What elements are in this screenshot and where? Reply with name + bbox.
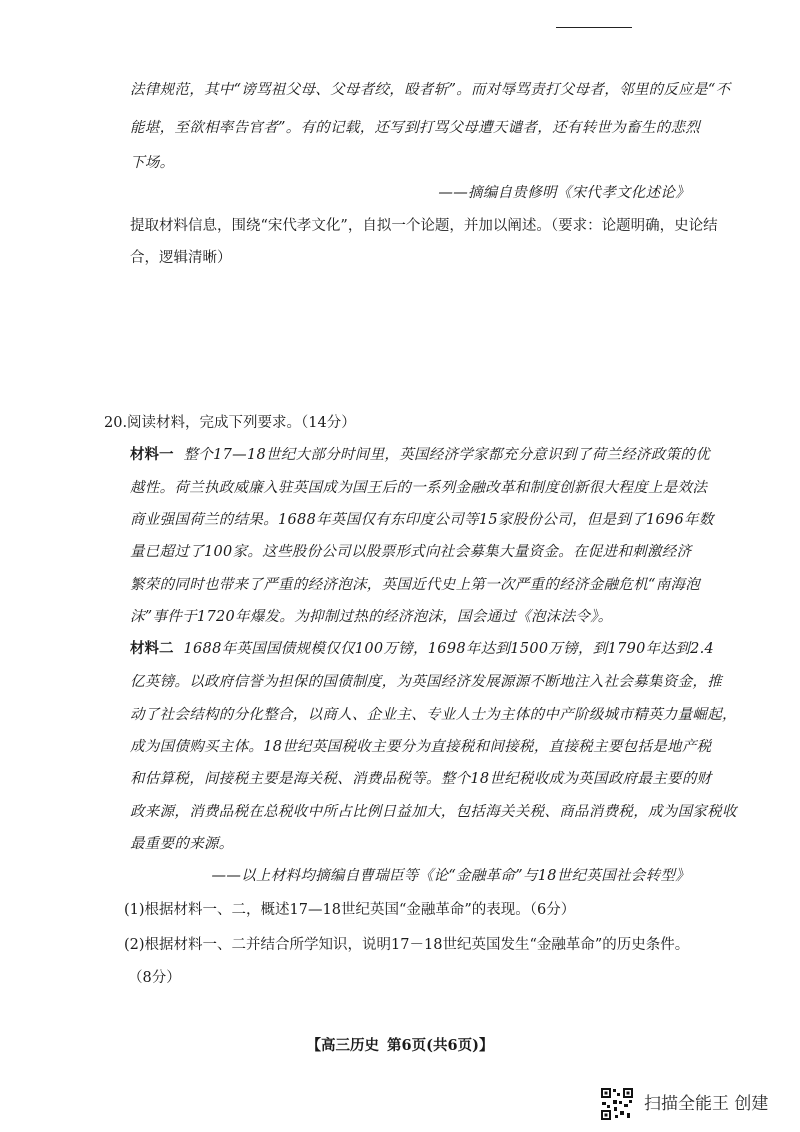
material-1-line-3: 商业强国荷兰的结果。1688年英国仅有东印度公司等15家股份公司，但是到了1696年数 (130, 512, 714, 528)
material-2-line-1: 材料二 1688年英国国债规模仅仅100万镑，1698年达到1500万镑，到1790年达到2.4 (130, 640, 715, 657)
camscanner-watermark: 扫描全能王 创建 (644, 1094, 769, 1114)
page-footer (0, 1034, 800, 1055)
material-2-line-2: 亿英镑。以政府信誉为担保的国债制度，为英国经济发展源源不断地注入社会募集资金，推 (130, 674, 722, 690)
source-19: ——摘编自贵修明《宋代孝文化述论》 (438, 185, 690, 201)
material-2-line-4: 成为国债购买主体。18世纪英国税收主要分为直接税和间接税，直接税主要包括是地产税 (130, 739, 712, 755)
passage-line-3: 下场。 (130, 155, 175, 171)
material-1-line-1: 材料一 整个17—18世纪大部分时间里，英国经济学家都充分意识到了荷兰经济政策的优 (130, 446, 710, 463)
material-2-label: 材料二 (130, 640, 174, 657)
sub-question-2-score: （8分） (128, 970, 181, 986)
sub-question-2: (2)根据材料一、二并结合所学知识，说明17－18世纪英国发生“金融革命”的历史条件。 (124, 937, 690, 953)
material-1-line-2: 越性。荷兰执政威廉入驻英国成为国王后的一系列金融改革和制度创新很大程度上是效法 (130, 480, 708, 496)
qr-code-icon (600, 1087, 634, 1121)
q19-prompt-line-1: 提取材料信息，围绕“宋代孝文化”，自拟一个论题，并加以阐述。（要求：论题明确，史论结 (130, 218, 718, 234)
material-2-line-6: 政来源，消费品税在总税收中所占比例日益加大，包括海关关税、商品消费税，成为国家税收 (130, 804, 737, 820)
q19-prompt-line-2: 合，逻辑清晰） (130, 250, 232, 266)
material-1-line-6: 沫”事件于1720年爆发。为抑制过热的经济泡沫，国会通过《泡沫法令》。 (130, 609, 613, 625)
source-20: ——以上材料均摘编自曹瑞臣等《论“金融革命”与18世纪英国社会转型》 (211, 868, 690, 884)
material-1-label: 材料一 (130, 446, 174, 463)
material-2-line-7: 最重要的来源。 (130, 836, 234, 852)
material-2-line-5: 和估算税，间接税主要是海关税、消费品税等。整个18世纪税收成为英国政府最主要的财 (130, 771, 712, 787)
material-1-line-5: 繁荣的同时也带来了严重的经济泡沫，英国近代史上第一次严重的经济金融危机“南海泡 (130, 577, 701, 593)
material-1-line-4: 量已超过了100家。这些股份公司以股票形式向社会募集大量资金。在促进和刺激经济 (130, 544, 692, 560)
sub-question-1: (1)根据材料一、二，概述17—18世纪英国“金融革命”的表现。（6分） (124, 902, 576, 918)
passage-line-2: 能堪，至欲相率告官者”。有的记载，还写到打骂父母遭天谴者，还有转世为畜生的悲烈 (130, 120, 701, 136)
footer-course: 【高三历史 (306, 1037, 380, 1054)
material-2-line-3: 动了社会结构的分化整合，以商人、企业主、专业人士为主体的中产阶级城市精英力量崛起， (130, 707, 737, 723)
top-rule (556, 27, 632, 28)
passage-line-1: 法律规范，其中“谤骂祖父母、父母者绞，殴者斩”。而对辱骂责打父母者，邻里的反应是“不 (130, 82, 731, 98)
footer-page: 第6页(共6页)】 (387, 1037, 494, 1054)
q20-title: 20.阅读材料，完成下列要求。（14分） (104, 415, 356, 431)
